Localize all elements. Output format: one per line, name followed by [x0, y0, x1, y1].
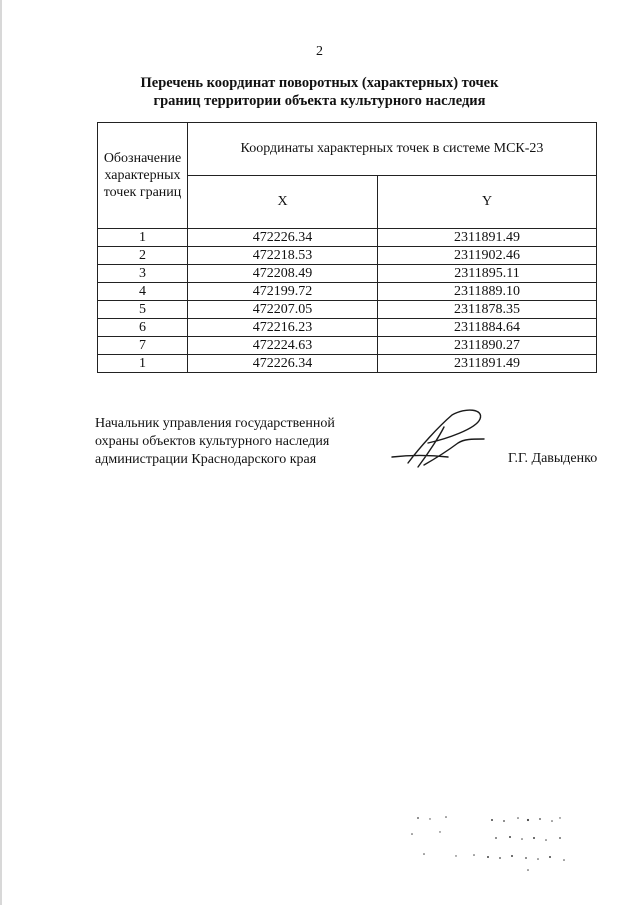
- header-designation-line-3: точек границ: [103, 185, 182, 200]
- table-row: [98, 337, 597, 355]
- page-number: 2: [316, 44, 323, 59]
- cell-point: 1: [98, 355, 188, 373]
- handwritten-signature: [380, 405, 500, 475]
- cell-point: 6: [98, 319, 188, 337]
- table-row: [98, 247, 597, 265]
- header-point-designation: [98, 123, 188, 229]
- header-designation-line-2: характерных: [104, 168, 181, 183]
- cell-x: 472224.63: [188, 337, 378, 355]
- position-line-2: охраны объектов культурного наследия: [95, 434, 330, 449]
- table-row: [98, 283, 597, 301]
- table-row: [98, 229, 597, 247]
- coordinates-table: [97, 122, 597, 373]
- cell-y: 2311891.49: [378, 229, 597, 247]
- position-line-1: Начальник управления государственной: [95, 416, 335, 431]
- cell-x: 472199.72: [188, 283, 378, 301]
- cell-y: 2311890.27: [378, 337, 597, 355]
- cell-y: 2311902.46: [378, 247, 597, 265]
- title-line-2: границ территории объекта культурного наследия: [153, 93, 486, 109]
- cell-point: 3: [98, 265, 188, 283]
- header-y: Y: [378, 176, 597, 229]
- page-left-edge: [0, 0, 2, 905]
- table-row: [98, 301, 597, 319]
- cell-y: 2311895.11: [378, 265, 597, 283]
- cell-y: 2311891.49: [378, 355, 597, 373]
- position-line-3: администрации Краснодарского края: [95, 452, 317, 467]
- signatory-position: [95, 415, 335, 469]
- signatory-name: Г.Г. Давыденко: [508, 451, 598, 466]
- cell-x: 472226.34: [188, 355, 378, 373]
- cell-x: 472207.05: [188, 301, 378, 319]
- faded-stamp-marks: [400, 808, 580, 878]
- cell-point: 7: [98, 337, 188, 355]
- cell-x: 472226.34: [188, 229, 378, 247]
- cell-x: 472208.49: [188, 265, 378, 283]
- header-x: X: [188, 176, 378, 229]
- header-coordinate-system: Координаты характерных точек в системе МСК-23: [188, 123, 597, 176]
- table-row: [98, 355, 597, 373]
- cell-point: 4: [98, 283, 188, 301]
- cell-point: 5: [98, 301, 188, 319]
- cell-x: 472216.23: [188, 319, 378, 337]
- table-row: [98, 265, 597, 283]
- cell-y: 2311889.10: [378, 283, 597, 301]
- cell-x: 472218.53: [188, 247, 378, 265]
- cell-y: 2311878.35: [378, 301, 597, 319]
- document-title: [0, 74, 639, 110]
- table-row: [98, 319, 597, 337]
- header-designation-line-1: Обозначение: [103, 151, 182, 166]
- cell-point: 2: [98, 247, 188, 265]
- cell-point: 1: [98, 229, 188, 247]
- cell-y: 2311884.64: [378, 319, 597, 337]
- title-line-1: Перечень координат поворотных (характерных) точек: [140, 75, 499, 91]
